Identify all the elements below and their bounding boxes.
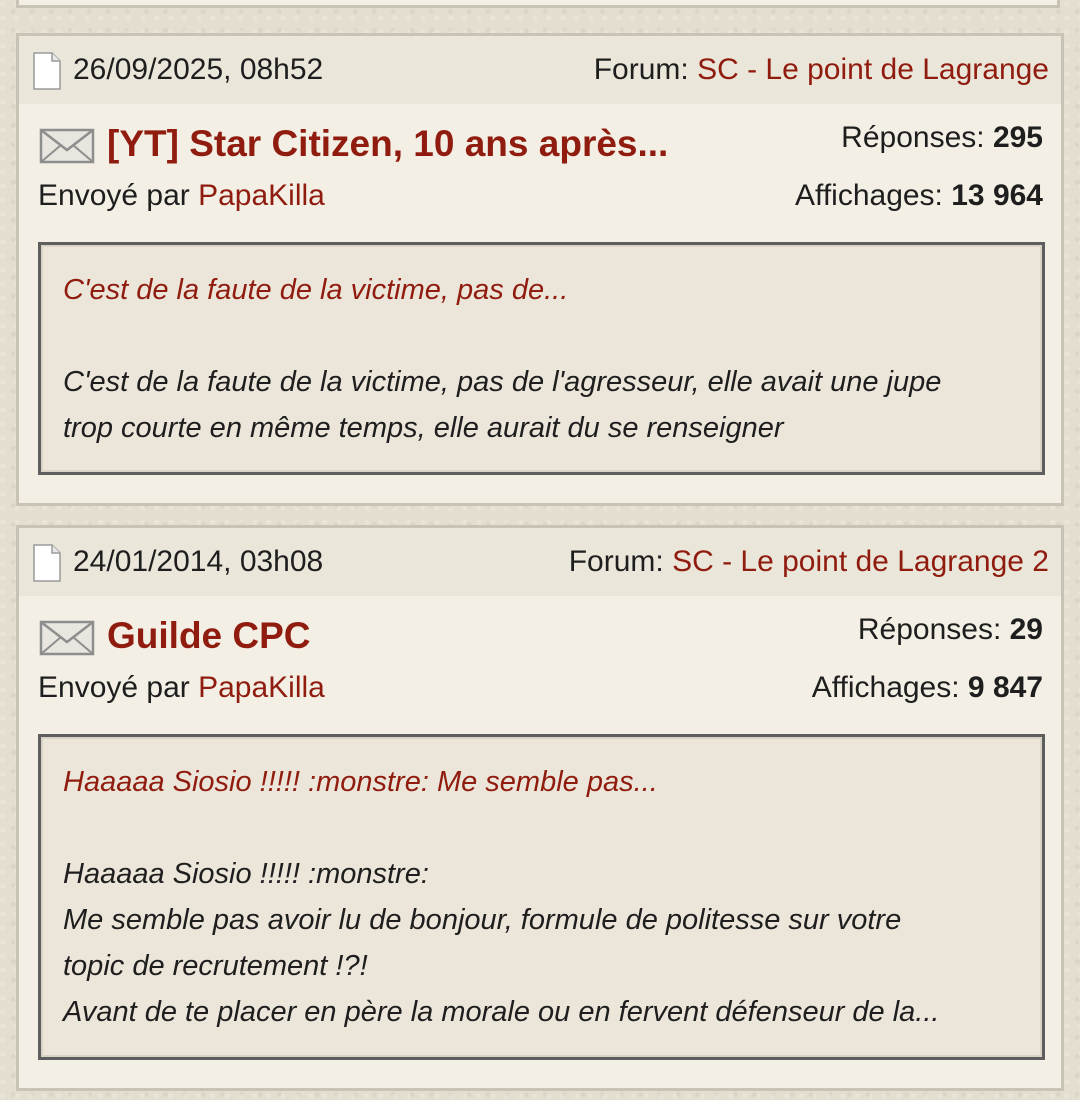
- post-date: 26/09/2025, 08h52: [73, 53, 324, 86]
- replies-label: Réponses:: [857, 613, 1010, 646]
- search-result-post: [16, 525, 1064, 1091]
- views-count: [795, 178, 1043, 214]
- post-date: 24/01/2014, 03h08: [73, 545, 324, 578]
- post-header: [19, 528, 1061, 596]
- author-link[interactable]: PapaKilla: [198, 671, 325, 704]
- excerpt-line: Me semble pas avoir lu de bonjour, formule de politesse sur votre: [63, 904, 902, 936]
- replies-value: 295: [992, 121, 1043, 154]
- excerpt-title: C'est de la faute de la victime, pas de...: [63, 274, 569, 306]
- topic-title-link[interactable]: Guilde CPC: [107, 615, 311, 656]
- replies-count: [858, 612, 1043, 648]
- post-excerpt[interactable]: [38, 242, 1045, 475]
- topic-title-link[interactable]: [YT] Star Citizen, 10 ans après...: [107, 123, 669, 164]
- excerpt-line: trop courte en même temps, elle aurait du se renseigner: [63, 412, 784, 444]
- sent-by-label: Envoyé par: [38, 179, 199, 212]
- excerpt-line: topic de recrutement !?!: [63, 950, 368, 982]
- views-label: Affichages:: [811, 671, 968, 704]
- envelope-icon: [39, 126, 95, 166]
- excerpt-line: Avant de te placer en père la morale ou en fervent défenseur de la...: [63, 996, 940, 1028]
- document-icon: [33, 544, 61, 582]
- views-value: 13 964: [951, 179, 1043, 212]
- post-header: [19, 36, 1061, 104]
- excerpt-line: Haaaaa Siosio !!!!! :monstre:: [63, 858, 429, 890]
- sender-info: [38, 178, 325, 214]
- views-label: Affichages:: [795, 179, 952, 212]
- previous-post-card: [16, 0, 1060, 8]
- forum-label: Forum:: [593, 53, 698, 86]
- sender-info: [38, 670, 325, 706]
- topic-row: [19, 104, 1061, 244]
- replies-label: Réponses:: [841, 121, 993, 154]
- excerpt-line: C'est de la faute de la victime, pas de l'agresseur, elle avait une jupe: [63, 366, 942, 398]
- author-link[interactable]: PapaKilla: [198, 179, 325, 212]
- search-result-post: [16, 33, 1064, 506]
- excerpt-title: Haaaaa Siosio !!!!! :monstre: Me semble pas...: [63, 766, 658, 798]
- sent-by-label: Envoyé par: [38, 671, 199, 704]
- document-icon: [33, 52, 61, 90]
- forum-link[interactable]: SC - Le point de Lagrange 2: [672, 545, 1049, 578]
- envelope-icon: [39, 618, 95, 658]
- replies-count: [841, 120, 1043, 156]
- views-value: 9 847: [967, 671, 1043, 704]
- forum-info: [594, 52, 1049, 88]
- forum-link[interactable]: SC - Le point de Lagrange: [697, 53, 1049, 86]
- topic-row: [19, 596, 1061, 736]
- post-excerpt[interactable]: [38, 734, 1045, 1060]
- replies-value: 29: [1009, 613, 1043, 646]
- views-count: [812, 670, 1043, 706]
- forum-label: Forum:: [568, 545, 673, 578]
- forum-info: [569, 544, 1049, 580]
